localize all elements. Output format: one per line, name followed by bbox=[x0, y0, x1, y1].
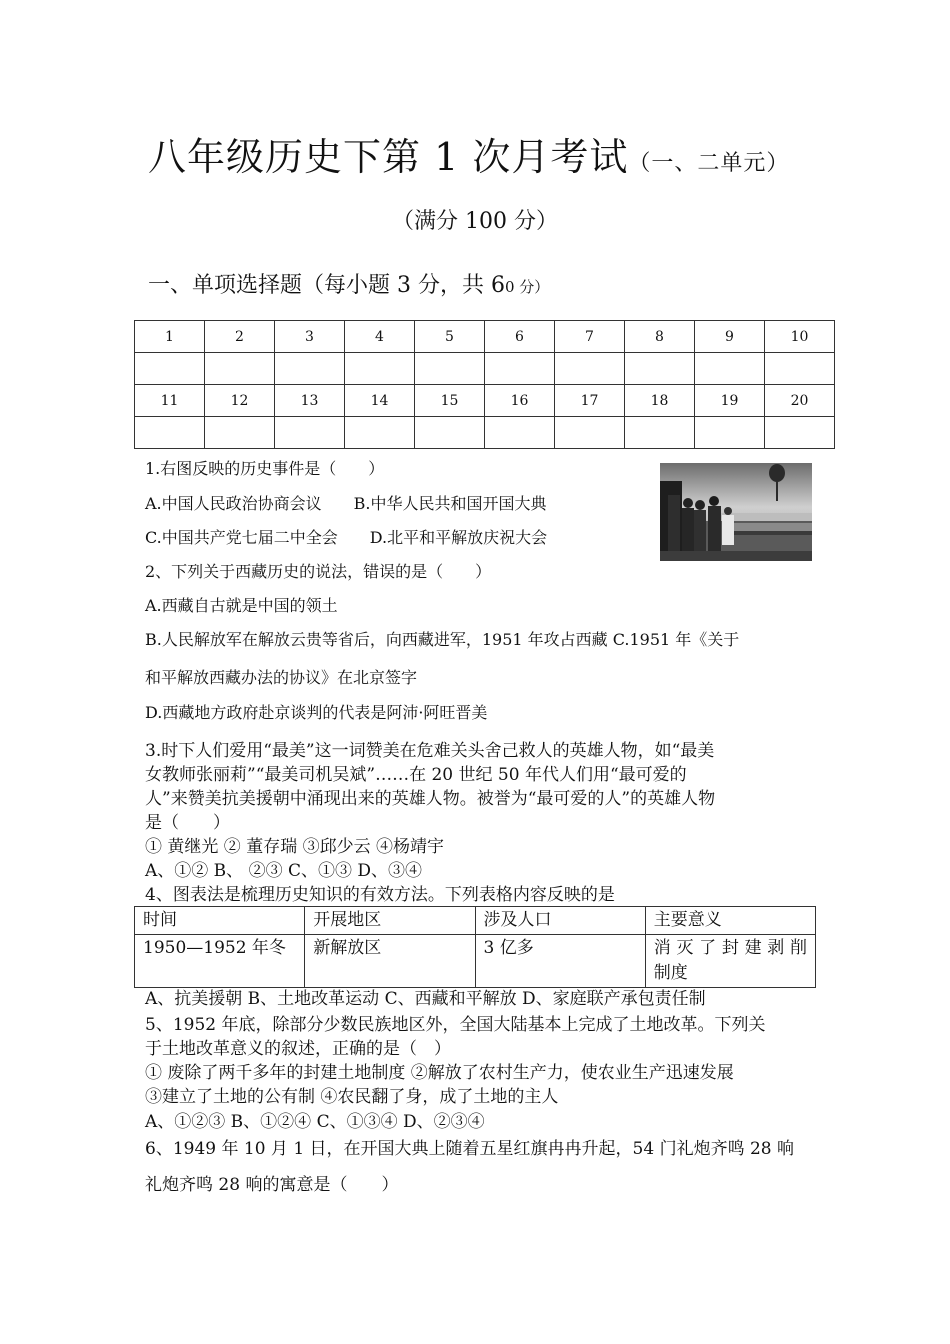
answer-cell[interactable] bbox=[415, 353, 485, 385]
q3-line1: 3.时下人们爱用“最美”这一词赞美在危难关头舍己救人的英雄人物，如“最美 bbox=[145, 741, 715, 761]
title-main: 八年级历史下第 1 次月考试 bbox=[148, 135, 629, 179]
grid-number: 6 bbox=[485, 321, 555, 353]
q5-item-line2: ③建立了土地的公有制 ④农民翻了身，成了土地的主人 bbox=[145, 1087, 559, 1107]
q2-option-d: D.西藏地方政府赴京谈判的代表是阿沛·阿旺晋美 bbox=[145, 703, 488, 722]
grid-number: 16 bbox=[485, 385, 555, 417]
q6-line2: 礼炮齐鸣 28 响的寓意是（ ） bbox=[145, 1175, 399, 1195]
answer-cell[interactable] bbox=[275, 417, 345, 449]
q4-table-row bbox=[135, 935, 816, 988]
grid-number: 18 bbox=[625, 385, 695, 417]
q4-options: A、抗美援朝 B、土地改革运动 C、西藏和平解放 D、家庭联产承包责任制 bbox=[145, 989, 706, 1009]
page-subtitle: （满分 100 分） bbox=[392, 209, 558, 234]
table-header-cell: 时间 bbox=[135, 907, 305, 935]
grid-number: 20 bbox=[765, 385, 835, 417]
section-heading-small: 0 分） bbox=[504, 278, 550, 296]
grid-number: 15 bbox=[415, 385, 485, 417]
grid-number: 8 bbox=[625, 321, 695, 353]
answer-cell[interactable] bbox=[485, 417, 555, 449]
q5-item-line1: ① 废除了两千多年的封建土地制度 ②解放了农村生产力，使农业生产迅速发展 bbox=[145, 1063, 734, 1083]
q3-line4: 是（ ） bbox=[145, 813, 230, 833]
q4-table-header bbox=[135, 907, 816, 935]
grid-number: 14 bbox=[345, 385, 415, 417]
answer-grid-number-row bbox=[135, 385, 835, 417]
grid-number: 5 bbox=[415, 321, 485, 353]
answer-cell[interactable] bbox=[765, 417, 835, 449]
table-cell: 新解放区 bbox=[305, 935, 475, 988]
answer-cell[interactable] bbox=[205, 353, 275, 385]
grid-number: 11 bbox=[135, 385, 205, 417]
founding-ceremony-photo bbox=[660, 463, 812, 561]
grid-number: 2 bbox=[205, 321, 275, 353]
answer-cell[interactable] bbox=[695, 353, 765, 385]
answer-cell[interactable] bbox=[625, 417, 695, 449]
answer-grid bbox=[134, 320, 835, 449]
grid-number: 1 bbox=[135, 321, 205, 353]
grid-number: 7 bbox=[555, 321, 625, 353]
answer-cell[interactable] bbox=[275, 353, 345, 385]
q3-items: ① 黄继光 ② 董存瑞 ③邱少云 ④杨靖宇 bbox=[145, 837, 445, 857]
answer-cell[interactable] bbox=[135, 353, 205, 385]
table-header-cell: 涉及人口 bbox=[475, 907, 645, 935]
answer-grid-answer-row bbox=[135, 417, 835, 449]
q4-table bbox=[134, 906, 816, 988]
q1-stem: 1.右图反映的历史事件是（ ） bbox=[145, 459, 385, 478]
answer-cell[interactable] bbox=[415, 417, 485, 449]
answer-cell[interactable] bbox=[625, 353, 695, 385]
q3-options: A、①② B、 ②③ C、①③ D、③④ bbox=[145, 861, 423, 881]
page-title bbox=[148, 126, 789, 181]
grid-number: 12 bbox=[205, 385, 275, 417]
q2-option-a: A.西藏自古就是中国的领土 bbox=[145, 596, 338, 615]
q6-line1: 6、1949 年 10 月 1 日，在开国大典上随着五星红旗冉冉升起，54 门礼炮齐鸣 28 响 bbox=[145, 1139, 795, 1159]
answer-grid-number-row bbox=[135, 321, 835, 353]
q3-line2: 女教师张丽莉”“最美司机吴斌”……在 20 世纪 50 年代人们用“最可爱的 bbox=[145, 765, 687, 785]
grid-number: 9 bbox=[695, 321, 765, 353]
grid-number: 19 bbox=[695, 385, 765, 417]
q5-line2: 于土地改革意义的叙述，正确的是（ ） bbox=[145, 1039, 451, 1059]
answer-cell[interactable] bbox=[555, 353, 625, 385]
answer-cell[interactable] bbox=[485, 353, 555, 385]
q2-stem: 2、下列关于西藏历史的说法，错误的是（ ） bbox=[145, 562, 492, 581]
q5-line1: 5、1952 年底，除部分少数民族地区外，全国大陆基本上完成了土地改革。下列关 bbox=[145, 1015, 766, 1035]
q2-option-c-continued: 和平解放西藏办法的协议》在北京签字 bbox=[145, 668, 418, 687]
q3-line3: 人”来赞美抗美援朝中涌现出来的英雄人物。被誉为“最可爱的人”的英雄人物 bbox=[145, 789, 716, 809]
answer-cell[interactable] bbox=[765, 353, 835, 385]
table-cell bbox=[645, 935, 815, 988]
section-heading-main: 一、单项选择题（每小题 3 分，共 6 bbox=[148, 273, 505, 298]
q1-options-line2: C.中国共产党七届二中全会 D.北平和平解放庆祝大会 bbox=[145, 528, 548, 547]
answer-cell[interactable] bbox=[135, 417, 205, 449]
grid-number: 17 bbox=[555, 385, 625, 417]
q1-options-line1: A.中国人民政治协商会议 B.中华人民共和国开国大典 bbox=[145, 494, 547, 513]
table-cell-line2: 制度 bbox=[653, 963, 688, 983]
table-cell: 3 亿多 bbox=[475, 935, 645, 988]
title-suffix: （一、二单元） bbox=[628, 151, 790, 176]
answer-grid-answer-row bbox=[135, 353, 835, 385]
grid-number: 4 bbox=[345, 321, 415, 353]
answer-cell[interactable] bbox=[345, 353, 415, 385]
answer-cell[interactable] bbox=[695, 417, 765, 449]
answer-cell[interactable] bbox=[555, 417, 625, 449]
grid-number: 10 bbox=[765, 321, 835, 353]
answer-cell[interactable] bbox=[205, 417, 275, 449]
table-header-cell: 主要意义 bbox=[645, 907, 815, 935]
table-cell-line1: 消灭了封建剥削 bbox=[653, 938, 807, 958]
section-heading bbox=[148, 268, 549, 299]
table-cell: 1950—1952 年冬 bbox=[135, 935, 305, 988]
table-header-cell: 开展地区 bbox=[305, 907, 475, 935]
q4-stem: 4、图表法是梳理历史知识的有效方法。下列表格内容反映的是 bbox=[145, 885, 615, 905]
grid-number: 13 bbox=[275, 385, 345, 417]
q2-option-b: B.人民解放军在解放云贵等省后，向西藏进军，1951 年攻占西藏 C.1951 年《关于 bbox=[145, 630, 740, 649]
answer-cell[interactable] bbox=[345, 417, 415, 449]
q5-options: A、①②③ B、①②④ C、①③④ D、②③④ bbox=[145, 1112, 485, 1132]
grid-number: 3 bbox=[275, 321, 345, 353]
